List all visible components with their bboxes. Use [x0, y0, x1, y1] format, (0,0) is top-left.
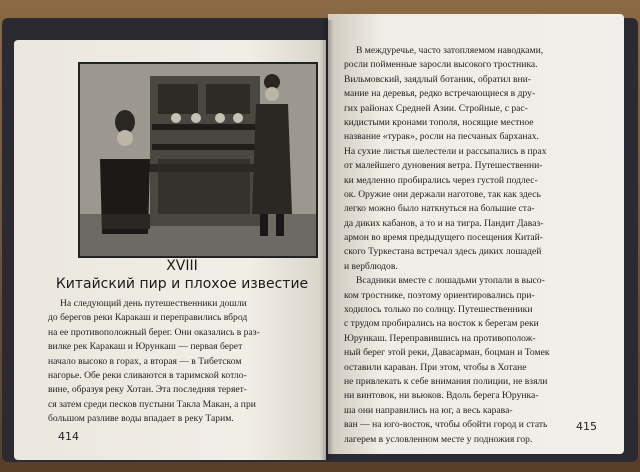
text-line: ся затем среди песков пустыни Такла Макан, а при — [48, 398, 256, 410]
right-body-text — [344, 44, 614, 447]
text-line: мание на деревья, редко встречающиеся в дру- — [344, 88, 536, 100]
text-line: армон во время предыдущего посещения Китай- — [344, 232, 543, 244]
text-line: росли пойменные заросли высокого тростника. — [344, 59, 538, 71]
text-line: На следующий день путешественники дошли — [60, 298, 247, 309]
text-line: и верблюдов. — [344, 260, 398, 272]
left-body-text — [48, 297, 316, 427]
text-line: ки медленно пробирались через густой подлес- — [344, 174, 538, 186]
book-spine-shadow — [320, 20, 334, 460]
text-line: ша они направились на юг, а весь карава- — [344, 404, 513, 416]
text-line: ни винтовок, ни вьюков. Вдоль берега Юрунка- — [344, 390, 539, 402]
text-line: название «турак», росли на песчаных барханах. — [344, 131, 539, 143]
text-line: на ее противоположный берег. Они оказались в раз- — [48, 326, 260, 338]
page-number: 414 — [58, 430, 79, 443]
right-page — [328, 14, 624, 454]
text-line: ван — на юго-восток, чтобы обойти город и стать — [344, 419, 548, 431]
text-line: до берегов реки Каракаш и переправились вброд — [48, 312, 248, 324]
text-line: от малейшего дуновения ветра. Путешественни- — [344, 160, 543, 172]
text-line: не привлекать к себе внимания полиции, не взяли — [344, 375, 548, 387]
text-line: да диких кабанов, а то и на тигра. Пандит Даваз- — [344, 217, 544, 229]
text-line: ный берег этой реки, Давасарман, боцман и Томек — [344, 347, 550, 359]
text-line: ком тростнике, поэтому ориентировались при- — [344, 289, 535, 301]
text-line: кидистыми кронами тополя, носящие местное — [344, 116, 534, 128]
text-line: ходилось только по солнцу. Путешественники — [344, 304, 533, 316]
chapter-title: Китайский пир и плохое известие — [55, 276, 309, 292]
text-line: Вильмовский, заядлый ботаник, обратил вни- — [344, 73, 531, 85]
text-line: оставили караван. При этом, чтобы в Хотане — [344, 361, 527, 373]
text-line: с трудом пробирались на восток к берегам реки — [344, 318, 539, 330]
text-line: большом разливе воды впадает в реку Тарим. — [48, 413, 234, 425]
text-line: Всадники вместе с лошадьми утопали в высо- — [356, 275, 545, 287]
left-page — [14, 40, 326, 460]
chapter-number: XVIII — [166, 258, 198, 274]
text-line: ского Туркестана встречал здесь диких лошадей — [344, 246, 542, 258]
text-line: легко можно было наткнуться на большие ста- — [344, 203, 535, 215]
text-line: лагерем в условленном месте у подножия гор. — [344, 433, 533, 445]
photo-illustration — [80, 64, 316, 256]
text-line: ок. Оружие они держали наготове, так как здесь — [344, 188, 541, 200]
text-line: гих районах Средней Азии. Стройные, с рас- — [344, 102, 528, 114]
text-line: В междуречье, часто затопляемом наводками, — [356, 45, 544, 56]
page-number: 415 — [576, 420, 597, 433]
photograph — [78, 62, 318, 258]
text-line: нагорье. Обе реки сливаются в таримской котло- — [48, 369, 247, 381]
text-line: На сухие листья шелестели и рассыпались в прах — [344, 145, 547, 157]
text-line: начало высоко в горах, а вторая — в Тибетском — [48, 355, 242, 367]
text-line: Юрункаш. Переправившись на противополож- — [344, 332, 536, 344]
text-line: вилке рек Каракаш и Юрункаш — первая берет — [48, 341, 243, 353]
text-line: вине, образуя реку Хотан. Эта последняя теряет- — [48, 384, 248, 396]
